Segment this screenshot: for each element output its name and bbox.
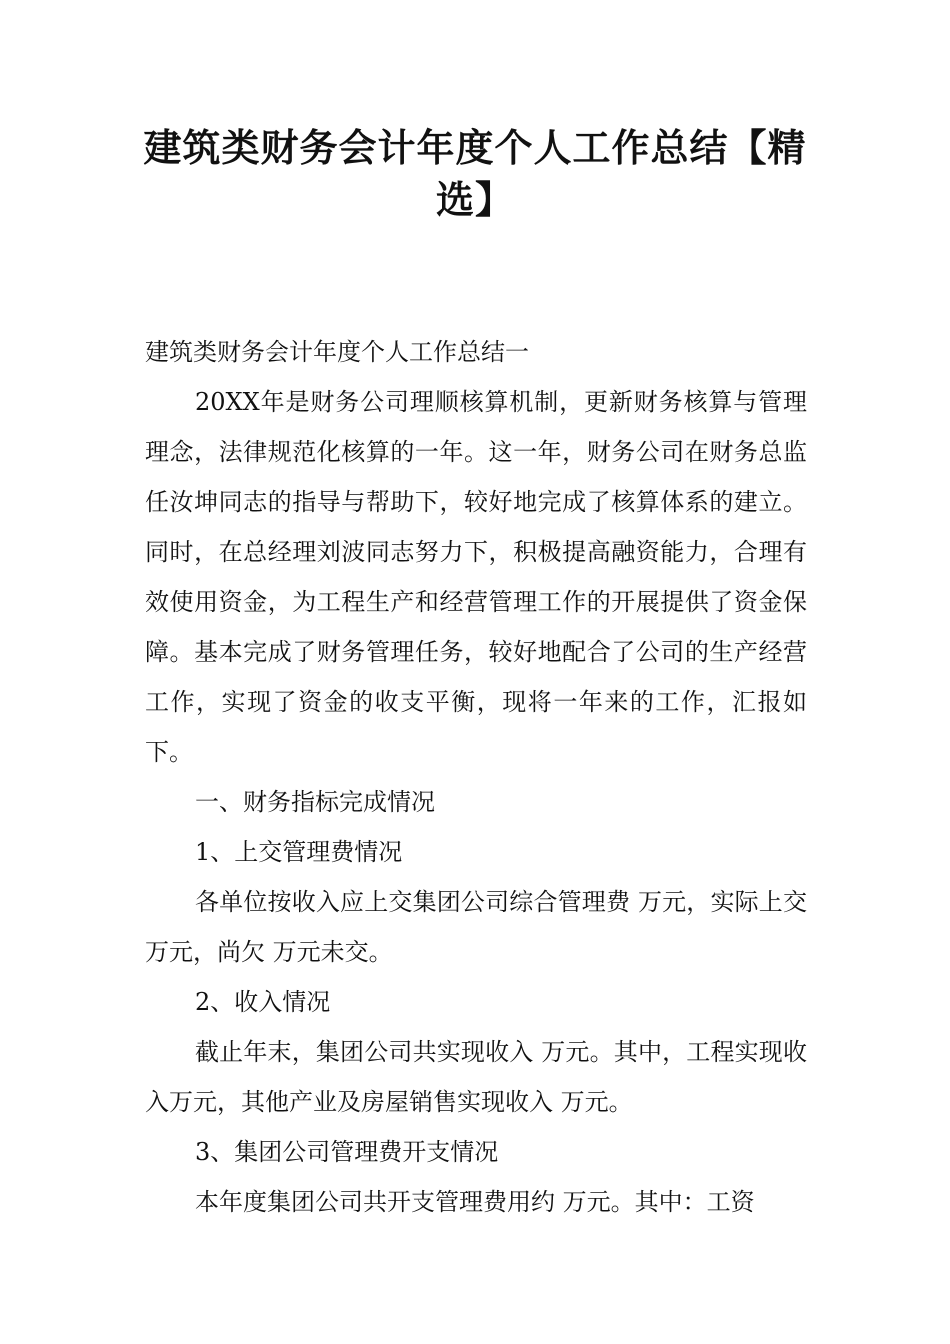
subheading-management-fee: 1、上交管理费情况 bbox=[195, 838, 403, 866]
document-title: 建筑类财务会计年度个人工作总结【精选】 bbox=[143, 126, 807, 222]
document-body bbox=[145, 327, 807, 1227]
subheading-income: 2、收入情况 bbox=[195, 988, 331, 1016]
paragraph-expenses: 本年度集团公司共开支管理费用约 万元。其中：工资 bbox=[195, 1188, 755, 1216]
section-heading: 建筑类财务会计年度个人工作总结一 bbox=[145, 338, 529, 366]
intro-paragraph: 20XX年是财务公司理顺核算机制，更新财务核算与管理理念，法律规范化核算的一年。这一年，财务公司在财务总监任汝坤同志的指导与帮助下，较好地完成了核算体系的建立。同时，在总经理刘波同志努力下，积极提高融资能力，合理有效使用资金，为工程生产和经营管理工作的开展提供了资金保障。基本完成了财务管理任务，较好地配合了公司的生产经营工作，实现了资金的收支平衡，现将一年来的工作，汇报如下。 bbox=[145, 388, 807, 766]
subheading-financial-indicators: 一、财务指标完成情况 bbox=[195, 788, 435, 816]
paragraph-management-fee: 各单位按收入应上交集团公司综合管理费 万元，实际上交 万元，尚欠 万元未交。 bbox=[145, 888, 807, 966]
paragraph-income: 截止年末，集团公司共实现收入 万元。其中，工程实现收入万元，其他产业及房屋销售实现收入 万元。 bbox=[145, 1038, 807, 1116]
subheading-expenses: 3、集团公司管理费开支情况 bbox=[195, 1138, 499, 1166]
